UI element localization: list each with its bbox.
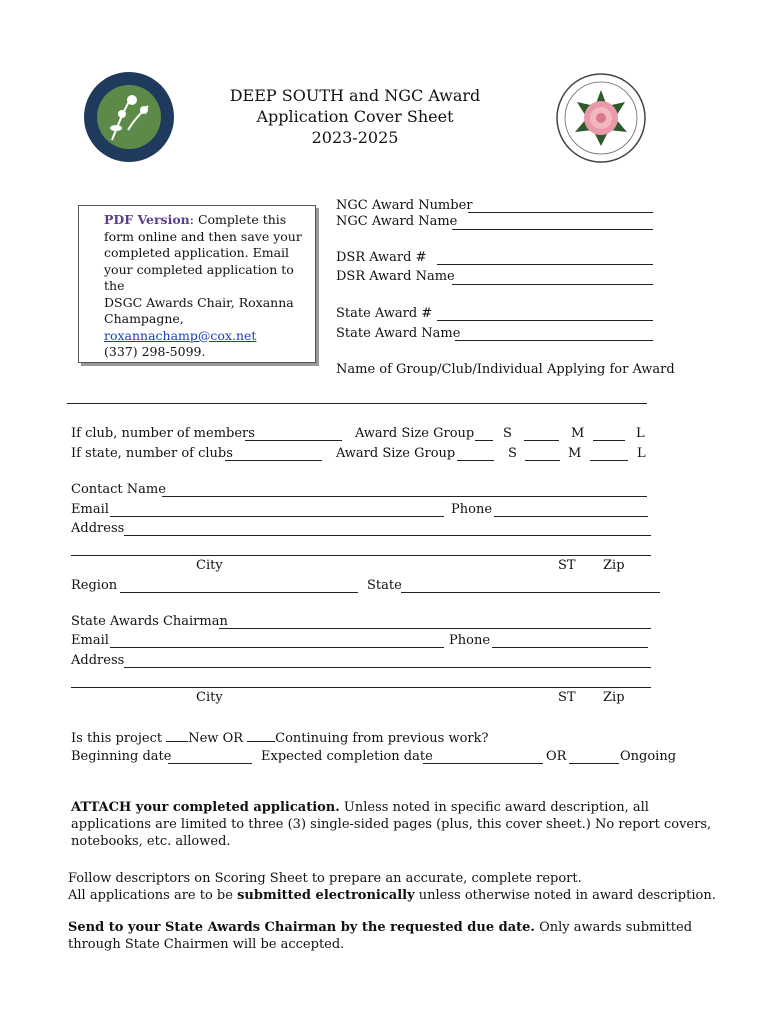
chairman-name-field[interactable] [219,628,651,629]
follow-text-2a: All applications are to be [68,888,238,903]
follow-text-2b: unless otherwise noted in award description. [414,888,716,903]
ngc-logo [82,70,176,168]
contact-st-label: ST [558,558,576,573]
applicant-name-field[interactable] [67,403,647,404]
chairman-address-line-2[interactable] [71,687,651,688]
pdf-line-1: form online and then save your [104,228,302,244]
pdf-version-heading: PDF Version [104,212,190,227]
follow-instructions [68,870,716,904]
chairman-phone-label: Phone [449,633,491,648]
new-option-label: New OR [188,731,248,746]
state-award-number-field[interactable] [437,320,653,321]
title-line-1: DEEP SOUTH and NGC Award [229,86,481,105]
chairman-st-label: ST [558,690,576,705]
or-label: OR [546,749,567,764]
send-instructions [68,919,692,953]
attach-text-2: applications are limited to three (3) single-sided pages (plus, this cover sheet.) No report covers, [71,817,712,832]
page-title [200,85,510,148]
size-l-label-1: L [636,426,645,441]
dsr-award-number-field[interactable] [437,264,653,265]
ongoing-blank[interactable] [569,763,619,764]
contact-city-label: City [196,558,223,573]
ngc-award-name-field[interactable] [452,229,653,230]
new-project-blank[interactable] [166,730,188,742]
chairman-phone-field[interactable] [492,647,648,648]
chairman-address-field[interactable] [124,667,651,668]
pdf-line-2: completed application. Email [104,245,290,260]
ngc-award-number-label: NGC Award Number [336,198,473,213]
club-members-field[interactable] [245,440,342,441]
follow-text-1: Follow descriptors on Scoring Sheet to prepare an accurate, complete report. [68,871,582,886]
expected-completion-label: Expected completion date [261,749,433,764]
beginning-date-label: Beginning date [71,749,172,764]
region-field[interactable] [120,592,358,593]
attach-text-1: Unless noted in specific award description, all [339,800,649,815]
size-s-label-1: S [503,426,512,441]
title-line-3: 2023-2025 [311,128,399,147]
state-clubs-label: If state, number of clubs [71,446,233,461]
pdf-line-5: Champagne, [104,311,184,326]
dsgc-logo [555,72,647,168]
chairman-city-label: City [196,690,223,705]
send-heading: Send to your State Awards Chairman by the requested due date. [68,920,535,935]
state-award-name-field[interactable] [455,340,653,341]
send-text-2: through State Chairmen will be accepted. [68,937,345,952]
chairman-email-label: Email [71,633,109,648]
size-s-label-2: S [508,446,517,461]
follow-text-2-bold: submitted electronically [237,888,415,903]
pdf-version-note [78,205,316,363]
state-clubs-field[interactable] [225,460,322,461]
awards-chair-email-link[interactable]: roxannachamp@cox.net [104,327,257,343]
beginning-date-field[interactable] [168,763,252,764]
contact-zip-label: Zip [603,558,625,573]
send-text-1: Only awards submitted [534,920,693,935]
expected-completion-field[interactable] [423,763,543,764]
contact-phone-field[interactable] [494,516,648,517]
dsr-award-number-label: DSR Award # [336,250,427,265]
state-award-name-label: State Award Name [336,326,461,341]
size-m-label-2: M [568,446,582,461]
dsr-award-name-field[interactable] [452,284,653,285]
state-award-number-label: State Award # [336,306,433,321]
pdf-version-text: : Complete this [189,212,287,227]
size-m-field-2[interactable] [590,460,628,461]
chairman-email-field[interactable] [110,647,444,648]
pdf-line-3: your completed application to the [104,261,294,293]
contact-phone-label: Phone [451,502,493,517]
applicant-name-label: Name of Group/Club/Individual Applying for Award [336,362,675,377]
attach-heading: ATTACH your completed application. [71,800,340,815]
project-question-prefix: Is this project [71,731,167,746]
size-group-1-blank[interactable] [475,440,493,441]
contact-name-label: Contact Name [71,482,166,497]
club-members-label: If club, number of members [71,426,255,441]
contact-address-line-2[interactable] [71,555,651,556]
chairman-address-label: Address [71,653,125,668]
state-label: State [367,578,402,593]
contact-name-field[interactable] [162,496,647,497]
size-m-field-1[interactable] [593,440,625,441]
project-question [71,730,488,746]
attach-text-3: notebooks, etc. allowed. [71,834,231,849]
contact-email-field[interactable] [110,516,444,517]
award-size-group-label-1: Award Size Group [355,426,475,441]
contact-address-label: Address [71,521,125,536]
size-s-field-2[interactable] [525,460,560,461]
attach-instructions [71,799,711,850]
chairman-label: State Awards Chairman [71,614,228,629]
chairman-zip-label: Zip [603,690,625,705]
state-field[interactable] [401,592,660,593]
title-line-2: Application Cover Sheet [256,107,454,126]
award-size-group-label-2: Award Size Group [336,446,456,461]
region-label: Region [71,578,118,593]
ngc-award-name-label: NGC Award Name [336,214,458,229]
continuing-project-blank[interactable] [247,730,275,742]
contact-email-label: Email [71,502,109,517]
size-m-label-1: M [571,426,585,441]
dsr-award-name-label: DSR Award Name [336,269,455,284]
size-l-label-2: L [637,446,646,461]
size-s-field-1[interactable] [524,440,559,441]
size-group-2-blank[interactable] [457,460,494,461]
pdf-line-4: DSGC Awards Chair, Roxanna [104,294,294,310]
awards-chair-phone: (337) 298-5099. [104,344,206,359]
ngc-award-number-field[interactable] [468,212,653,213]
contact-address-field[interactable] [124,535,651,536]
continuing-option-label: Continuing from previous work? [275,731,489,746]
ongoing-label: Ongoing [620,749,677,764]
